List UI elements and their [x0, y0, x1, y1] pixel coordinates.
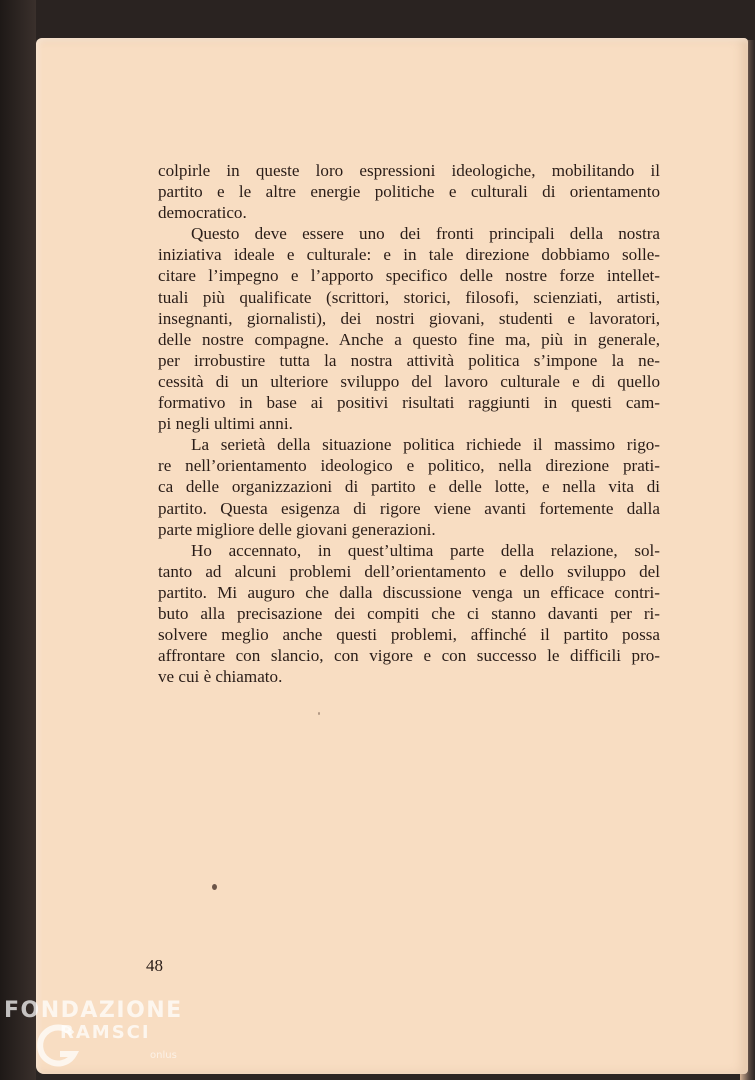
text-line: solvere meglio anche questi problemi, affinché il partito possa [158, 625, 660, 645]
text-line: ca delle organizzazioni di partito e delle lotte, e nella vita di [158, 477, 660, 497]
text-line: partito e le altre energie politiche e culturali di orientamento [158, 182, 660, 202]
text-line: iniziativa ideale e culturale: e in tale direzione dobbiamo solle- [158, 245, 660, 265]
text-line: Questo deve essere uno dei fronti principali della nostra [191, 224, 660, 244]
paper-speck [318, 712, 320, 715]
page-number: 48 [146, 956, 163, 975]
text-line: buto alla precisazione dei compiti che ci stanno davanti per ri- [158, 603, 660, 623]
watermark-suffix: onlus [150, 1050, 177, 1061]
text-line: pi negli ultimi anni. [158, 414, 293, 434]
body-text [158, 160, 660, 687]
watermark-line2: RAMSCI [60, 1022, 151, 1043]
watermark-line1: FONDAZIONE [4, 998, 183, 1023]
text-line: ve cui è chiamato. [158, 667, 283, 687]
text-line: citare l’impegno e l’apporto specifico delle nostre forze intellet- [158, 266, 660, 286]
text-line: formativo in base ai positivi risultati raggiunti in questi cam- [158, 393, 660, 413]
text-line: delle nostre compagne. Anche a questo fine ma, più in generale, [158, 329, 660, 349]
text-line: partito. Mi auguro che dalla discussione venga un efficace contri- [158, 582, 660, 602]
fondazione-gramsci-watermark [4, 996, 204, 1080]
text-line: re nell’orientamento ideologico e politico, nella direzione prati- [158, 456, 660, 476]
text-line: democratico. [158, 203, 247, 223]
scan-background-left [0, 0, 36, 1080]
text-line: tanto ad alcuni problemi dell’orientamento e dello sviluppo del [158, 561, 660, 581]
text-line: insegnanti, giornalisti), dei nostri giovani, studenti e lavoratori, [158, 308, 660, 328]
text-line: tuali più qualificate (scrittori, storici, filosofi, scienziati, artisti, [158, 287, 660, 307]
paper-speck [212, 884, 217, 890]
text-line: Ho accennato, in quest’ultima parte della relazione, sol- [191, 540, 660, 560]
text-line: affrontare con slancio, con vigore e con successo le difficili pro- [158, 646, 660, 666]
text-line: partito. Questa esigenza di rigore viene avanti fortemente dalla [158, 498, 660, 518]
text-line: per irrobustire tutta la nostra attività politica s’impone la ne- [158, 350, 660, 370]
text-line: La serietà della situazione politica richiede il massimo rigo- [191, 435, 660, 455]
text-line: colpirle in queste loro espressioni ideologiche, mobilitando il [158, 161, 660, 180]
scan-background-top [0, 0, 755, 40]
text-line: parte migliore delle giovani generazioni. [158, 519, 436, 539]
text-line: cessità di un ulteriore sviluppo del lavoro culturale e di quello [158, 371, 660, 391]
